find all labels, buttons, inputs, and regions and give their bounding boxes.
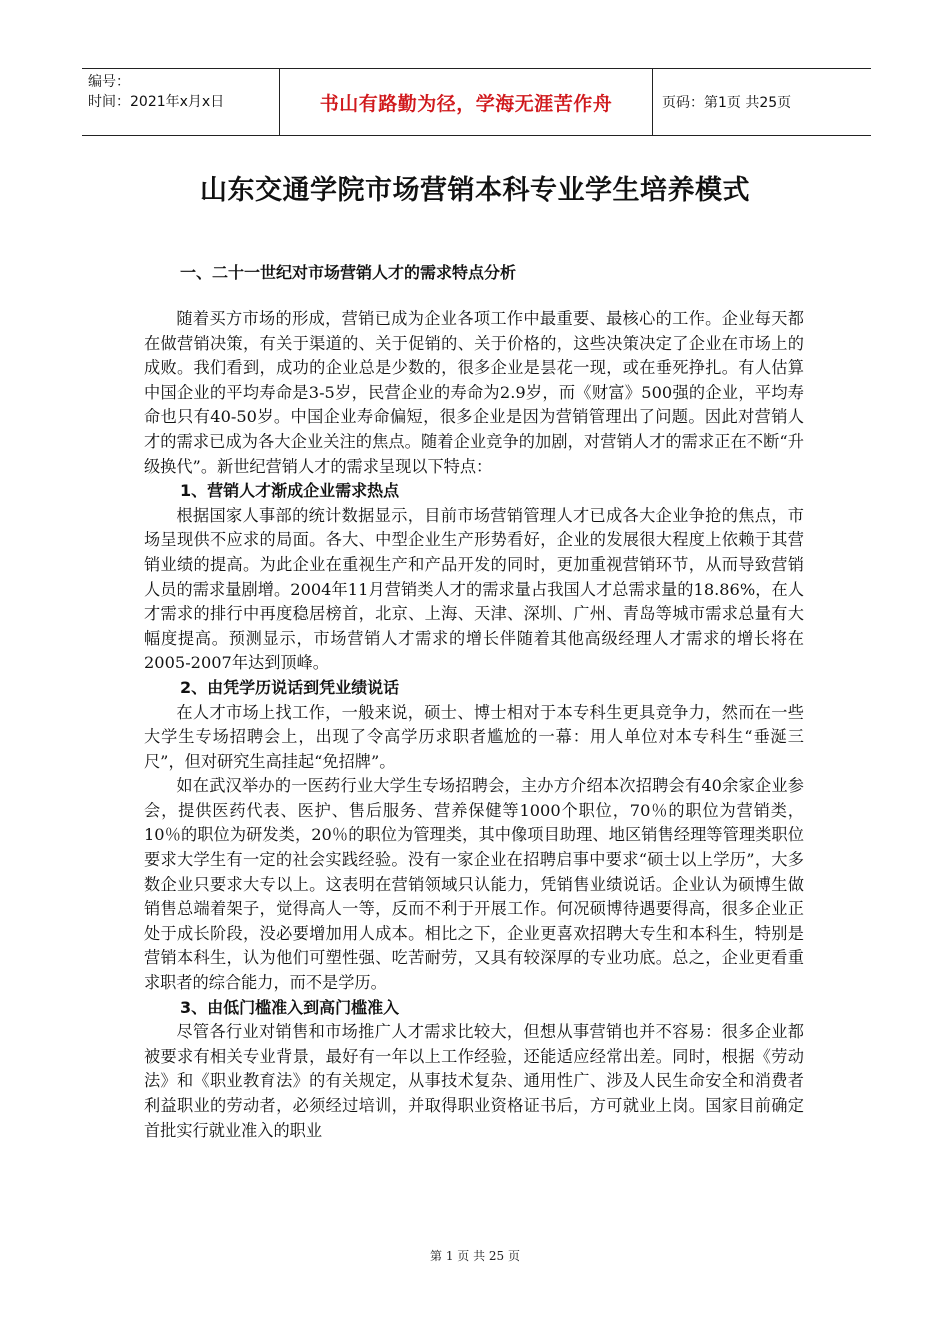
time-label: 时间：2021年x月x日 [88, 94, 225, 110]
section-heading: 一、二十一世纪对市场营销人才的需求特点分析 [180, 263, 517, 282]
intro-paragraph: 随着买方市场的形成，营销已成为企业各项工作中最重要、最核心的工作。企业每天都在做营销决策，有关于渠道的、关于促销的、关于价格的，这些决策决定了企业在市场上的成败。我们看到，成功的企业总是少数的，很多企业是昙花一现，或在垂死挣扎。有人估算中国企业的平均寿命是3-5岁，民营企业的寿命为2.9岁，而《财富》500强的企业，平均寿命也只有40-50岁。中国企业寿命偏短，很多企业是因为营销管理出了问题。因此对营销人才的需求已成为各大企业关注的焦点。随着企业竞争的加剧，对营销人才的需求正在不断“升级换代”。新世纪营销人才的需求呈现以下特点： [144, 309, 804, 476]
document-header [82, 68, 871, 136]
paragraph-1: 根据国家人事部的统计数据显示，目前市场营销管理人才已成各大企业争抢的焦点，市场呈现供不应求的局面。各大、中型企业生产形势看好，企业的发展很大程度上依赖于其营销业绩的提高。为此企业在重视生产和产品开发的同时，更加重视营销环节，从而导致营销人员的需求量剧增。2004年11月营销类人才的需求量占我国人才总需求量的18.86%，在人才需求的排行中再度稳居榜首，北京、上海、天津、深圳、广州、青岛等城市需求总量有大幅度提高。预测显示，市场营销人才需求的增长伴随着其他高级经理人才需求的增长将在2005-2007年达到顶峰。 [144, 505, 804, 673]
header-motto-cell [279, 69, 653, 135]
header-page-info-cell [662, 69, 871, 135]
page-info: 页码：第1页 共25页 [662, 95, 792, 111]
page-footer: 第 1 页 共 25 页 [430, 1249, 520, 1263]
document-title: 山东交通学院市场营销本科专业学生培养模式 [200, 175, 750, 206]
number-label: 编号： [88, 74, 130, 90]
motto: 书山有路勤为径，学海无涯苦作舟 [319, 92, 613, 115]
paragraph-3: 尽管各行业对销售和市场推广人才需求比较大，但想从事营销也并不容易：很多企业都被要求有相关专业背景，最好有一年以上工作经验，还能适应经常出差。同时，根据《劳动法》和《职业教育法》的有关规定，从事技术复杂、通用性广、涉及人民生命安全和消费者利益职业的劳动者，必须经过培训，并取得职业资格证书后，方可就业上岗。国家目前确定首批实行就业准入的职业 [144, 1022, 804, 1140]
document-body [144, 307, 804, 1143]
subheading-2: 2、由凭学历说话到凭业绩说话 [180, 677, 400, 697]
paragraph-2b: 如在武汉举办的一医药行业大学生专场招聘会，主办方介绍本次招聘会有40余家企业参会，提供医药代表、医护、售后服务、营养保健等1000个职位，70％的职位为营销类，10％的职位为研发类，20％的职位为管理类，其中像项目助理、地区销售经理等管理类职位要求大学生有一定的社会实践经验。没有一家企业在招聘启事中要求“硕士以上学历”，大多数企业只要求大专以上。这表明在营销领域只认能力，凭销售业绩说话。企业认为硕博生做销售总端着架子，觉得高人一等，反而不利于开展工作。何况硕博待遇要得高，很多企业正处于成长阶段，没必要增加用人成本。相比之下，企业更喜欢招聘大专生和本科生，特别是营销本科生，认为他们可塑性强、吃苦耐劳，又具有较深厚的专业功底。总之，企业更看重求职者的综合能力，而不是学历。 [144, 776, 804, 993]
subheading-3: 3、由低门槛准入到高门槛准入 [180, 997, 400, 1017]
subheading-1: 1、营销人才渐成企业需求热点 [180, 481, 400, 501]
paragraph-2a: 在人才市场上找工作，一般来说，硕士、博士相对于本专科生更具竞争力，然而在一些大学生专场招聘会上，出现了令高学历求职者尴尬的一幕：用人单位对本专科生“垂涎三尺”，但对研究生高挂起“免招牌”。 [144, 702, 804, 771]
header-meta [82, 69, 278, 135]
